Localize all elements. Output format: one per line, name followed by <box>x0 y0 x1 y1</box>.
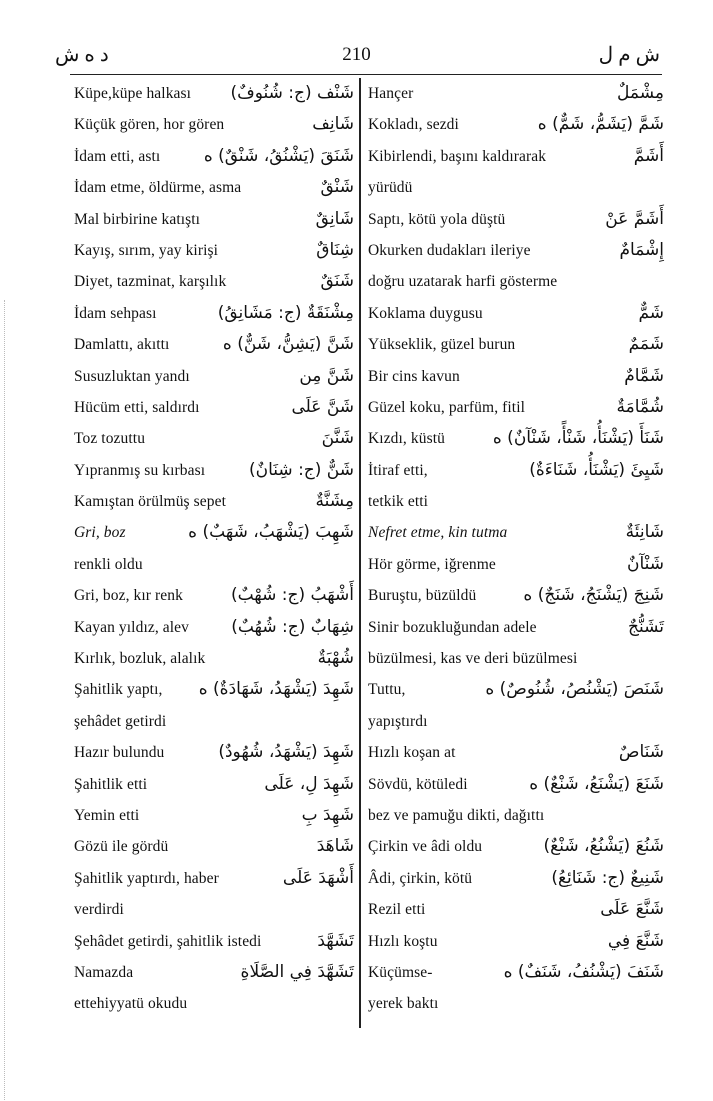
entry-row <box>74 549 354 580</box>
entry-row <box>368 109 664 140</box>
turkish-definition: verdirdi <box>74 901 124 919</box>
arabic-headword: شَاهَدَ <box>316 836 354 857</box>
turkish-definition: Küçümse- <box>368 963 433 981</box>
left-column <box>74 78 354 1020</box>
entry-row <box>368 643 664 674</box>
turkish-definition: Yemin etti <box>74 806 140 824</box>
turkish-definition: Saptı, kötü yola düştü <box>368 210 506 228</box>
entry-row <box>74 329 354 360</box>
turkish-definition: Kokladı, sezdi <box>368 116 459 134</box>
arabic-headword: إِشْمَامٌ <box>619 239 664 260</box>
entry-row <box>74 392 354 423</box>
arabic-headword: أَشْهَدَ عَلَى <box>282 867 354 888</box>
entry-row <box>368 737 664 768</box>
entry-row <box>368 549 664 580</box>
arabic-headword: شَنَقَ (يَشْنُقُ، شَنْقٌ) ه <box>203 145 354 166</box>
turkish-definition: Kamıştan örülmüş sepet <box>74 493 227 511</box>
arabic-headword: شَهِبَ (يَشْهَبُ، شَهَبٌ) ه <box>188 522 354 543</box>
turkish-definition: yürüdü <box>368 179 413 197</box>
entry-row <box>368 329 664 360</box>
turkish-definition: yapıştırdı <box>368 712 428 730</box>
entry-row <box>368 298 664 329</box>
turkish-definition: Koklama duygusu <box>368 304 483 322</box>
arabic-headword: شَنَّنَ <box>321 428 354 449</box>
entry-row <box>368 235 664 266</box>
entry-row <box>74 737 354 768</box>
entry-row <box>74 361 354 392</box>
turkish-definition: Nefret etme, kin tutma <box>368 524 508 542</box>
turkish-definition: Kayan yıldız, alev <box>74 618 189 636</box>
entry-row <box>74 204 354 235</box>
turkish-definition: Kayış, sırım, yay kirişi <box>74 241 219 259</box>
entry-row <box>74 486 354 517</box>
arabic-headword: تَشَنُّجٌ <box>627 616 664 637</box>
arabic-headword: شَنِجَ (يَشْنَجُ، شَنَجٌ) ه <box>523 585 664 606</box>
entry-row <box>368 204 664 235</box>
turkish-definition: Rezil etti <box>368 901 426 919</box>
entry-row <box>368 894 664 925</box>
arabic-headword: شَنْآنٌ <box>626 553 664 574</box>
turkish-definition: Yükseklik, güzel burun <box>368 336 516 354</box>
entry-row <box>368 266 664 297</box>
turkish-definition: Küçük gören, hor gören <box>74 116 225 134</box>
turkish-definition: Güzel koku, parfüm, fitil <box>368 398 526 416</box>
entry-row <box>74 706 354 737</box>
entry-row <box>74 172 354 203</box>
turkish-definition: Hücüm etti, saldırdı <box>74 398 200 416</box>
entry-row <box>74 141 354 172</box>
turkish-definition: ettehiyyatü okudu <box>74 995 188 1013</box>
entry-row <box>368 926 664 957</box>
entry-row <box>368 141 664 172</box>
entry-row <box>368 957 664 988</box>
turkish-definition: Kızdı, küstü <box>368 430 445 448</box>
entry-row <box>74 957 354 988</box>
column-divider <box>359 78 361 1028</box>
arabic-headword: شَنَفَ (يَشْنُفُ، شَنَفٌ) ه <box>503 961 664 982</box>
turkish-definition: İdam etme, öldürme, asma <box>74 179 242 197</box>
entry-row <box>368 831 664 862</box>
entry-row <box>74 674 354 705</box>
entry-row <box>74 643 354 674</box>
entry-row <box>74 78 354 109</box>
entry-row <box>368 674 664 705</box>
arabic-headword: شَهِدَ (يَشْهَدُ، شُهُودٌ) <box>218 742 354 763</box>
entry-row <box>74 926 354 957</box>
turkish-definition: Tuttu, <box>368 681 406 699</box>
arabic-headword: شَنَأَ (يَشْنَأُ، شَنْأً، شَنْآنٌ) ه <box>492 428 664 449</box>
turkish-definition: Hazır bulundu <box>74 744 165 762</box>
arabic-headword: شَنَعَ (يَشْنَعُ، شَنْعٌ) ه <box>529 773 664 794</box>
right-column <box>368 78 664 1020</box>
turkish-definition: Sövdü, kötüledi <box>368 775 468 793</box>
arabic-headword: شَنَقٌ <box>320 271 354 292</box>
turkish-definition: Âdi, çirkin, kötü <box>368 869 473 887</box>
entry-row <box>368 580 664 611</box>
turkish-definition: Kırlık, bozluk, alalık <box>74 650 206 668</box>
header-right-letters: ش م ل <box>598 44 660 66</box>
turkish-definition: Gözü ile gördü <box>74 838 169 856</box>
entry-row <box>74 863 354 894</box>
arabic-headword: شَمَّ (يَشَمُّ، شَمٌّ) ه <box>537 114 664 135</box>
arabic-headword: شَنْقٌ <box>320 177 354 198</box>
arabic-headword: شَهِدَ بِ <box>301 804 354 825</box>
turkish-definition: Buruştu, büzüldü <box>368 587 477 605</box>
entry-row <box>74 800 354 831</box>
turkish-definition: İtiraf etti, <box>368 461 428 479</box>
entry-row <box>368 78 664 109</box>
arabic-headword: شِنَاقٌ <box>316 239 354 260</box>
turkish-definition: Susuzluktan yandı <box>74 367 190 385</box>
arabic-headword: شَنَصَ (يَشْنُصُ، شُنُوصٌ) ه <box>485 679 664 700</box>
arabic-headword: شَنَّعَ فِي <box>607 930 664 951</box>
arabic-headword: شَهِدَ (يَشْهَدُ، شَهَادَةٌ) ه <box>198 679 354 700</box>
turkish-definition: şehâdet getirdi <box>74 712 167 730</box>
turkish-definition: renkli oldu <box>74 555 143 573</box>
turkish-definition: Toz tozuttu <box>74 430 146 448</box>
entry-row <box>368 455 664 486</box>
arabic-headword: شِهَابٌ (ج: شُهُبٌ) <box>231 616 354 637</box>
arabic-headword: شَمٌّ <box>638 302 664 323</box>
arabic-headword: شَانِف <box>312 114 354 135</box>
scan-edge-marks <box>4 300 6 1100</box>
entry-row <box>368 800 664 831</box>
turkish-definition: Mal birbirine katıştı <box>74 210 201 228</box>
arabic-headword: شَنُعَ (يَشْنُعُ، شَنْعٌ) <box>543 836 664 857</box>
turkish-definition: Sinir bozukluğundan adele <box>368 618 537 636</box>
turkish-definition: Çirkin ve âdi oldu <box>368 838 483 856</box>
turkish-definition: Hör görme, iğrenme <box>368 555 496 573</box>
entry-row <box>368 863 664 894</box>
arabic-headword: شَنٌّ (ج: شِنَانٌ) <box>249 459 354 480</box>
entry-row <box>74 769 354 800</box>
arabic-headword: شَانِئَةٌ <box>625 522 664 543</box>
entry-row <box>368 769 664 800</box>
turkish-definition: Şahitlik yaptı, <box>74 681 163 699</box>
header-rule <box>70 74 662 75</box>
turkish-definition: Şehâdet getirdi, şahitlik istedi <box>74 932 262 950</box>
entry-row <box>74 580 354 611</box>
turkish-definition: Namazda <box>74 963 134 981</box>
entry-row <box>74 831 354 862</box>
turkish-definition: İdam etti, astı <box>74 147 161 165</box>
header-left-letters: د ه ش <box>55 44 109 66</box>
entry-row <box>74 988 354 1019</box>
arabic-headword: شَنَّ عَلَى <box>291 396 354 417</box>
arabic-headword: أَشْهَبُ (ج: شُهْبٌ) <box>230 585 354 606</box>
turkish-definition: bez ve pamuğu dikti, dağıttı <box>368 806 545 824</box>
turkish-definition: yerek baktı <box>368 995 439 1013</box>
turkish-definition: Yıpranmış su kırbası <box>74 461 206 479</box>
turkish-definition: Bir cins kavun <box>368 367 460 385</box>
turkish-definition: Okurken dudakları ileriye <box>368 241 531 259</box>
turkish-definition: Hızlı koştu <box>368 932 438 950</box>
turkish-definition: Şahitlik yaptırdı, haber <box>74 869 219 887</box>
arabic-headword: أَشَمَّ <box>633 145 664 166</box>
arabic-headword: شَمَّامٌ <box>624 365 664 386</box>
turkish-definition: Hançer <box>368 85 414 102</box>
arabic-headword: مِشْنَقَةٌ (ج: مَشَانِقُ) <box>217 302 354 323</box>
page-number: 210 <box>342 44 371 65</box>
arabic-headword: شُهْبَةٌ <box>317 648 354 669</box>
arabic-headword: شَنَّ مِن <box>299 365 354 386</box>
turkish-definition: Gri, boz, kır renk <box>74 587 183 605</box>
entry-row <box>74 455 354 486</box>
arabic-headword: تَشَهَّدَ فِي الصَّلَاةِ <box>240 961 354 982</box>
arabic-headword: شَانِقٌ <box>315 208 354 229</box>
entry-row <box>74 109 354 140</box>
entry-row <box>74 517 354 548</box>
entry-row <box>74 266 354 297</box>
turkish-definition: Kibirlendi, başını kaldırarak <box>368 147 547 165</box>
arabic-headword: أَشَمَّ عَنْ <box>605 208 664 229</box>
arabic-headword: شَمَمٌ <box>628 334 664 355</box>
arabic-headword: مِشَنَّةٌ <box>315 491 354 512</box>
arabic-headword: تَشَهَّدَ <box>317 930 354 951</box>
turkish-definition: büzülmesi, kas ve deri büzülmesi <box>368 650 578 668</box>
entry-row <box>74 612 354 643</box>
entry-row <box>368 612 664 643</box>
entry-row <box>368 988 664 1019</box>
arabic-headword: شَهِدَ لِ، عَلَى <box>264 773 354 794</box>
arabic-headword: شَيِئَ (يَشْنَأُ، شَنَاءَةٌ) <box>529 459 664 480</box>
turkish-definition: Damlattı, akıttı <box>74 336 170 354</box>
turkish-definition: Küpe,küpe halkası <box>74 85 192 102</box>
entry-row <box>74 423 354 454</box>
turkish-definition: Şahitlik etti <box>74 775 148 793</box>
turkish-definition: Hızlı koşan at <box>368 744 456 762</box>
entry-row <box>74 298 354 329</box>
turkish-definition: doğru uzatarak harfi gösterme <box>368 273 558 291</box>
arabic-headword: مِشْمَلٌ <box>617 83 664 103</box>
entry-row <box>368 392 664 423</box>
arabic-headword: شُمَّامَةٌ <box>616 396 664 417</box>
turkish-definition: İdam sehpası <box>74 304 157 322</box>
entry-row <box>368 517 664 548</box>
arabic-headword: شَنَّ (يَشِنُّ، شَنٌّ) ه <box>222 334 354 355</box>
arabic-headword: شَنَاصٌ <box>618 742 664 763</box>
entry-row <box>368 423 664 454</box>
entry-row <box>368 486 664 517</box>
entry-row <box>74 894 354 925</box>
entry-row <box>368 361 664 392</box>
entry-row <box>74 235 354 266</box>
turkish-definition: Gri, boz <box>74 524 126 542</box>
arabic-headword: شَنْف (ج: شُنُوفٌ) <box>230 83 354 103</box>
arabic-headword: شَنِيعٌ (ج: شَنَائِعُ) <box>551 867 664 888</box>
arabic-headword: شَنَّعَ عَلَى <box>600 899 664 920</box>
entry-row <box>368 172 664 203</box>
turkish-definition: Diyet, tazminat, karşılık <box>74 273 227 291</box>
entry-row <box>368 706 664 737</box>
turkish-definition: tetkik etti <box>368 493 429 511</box>
